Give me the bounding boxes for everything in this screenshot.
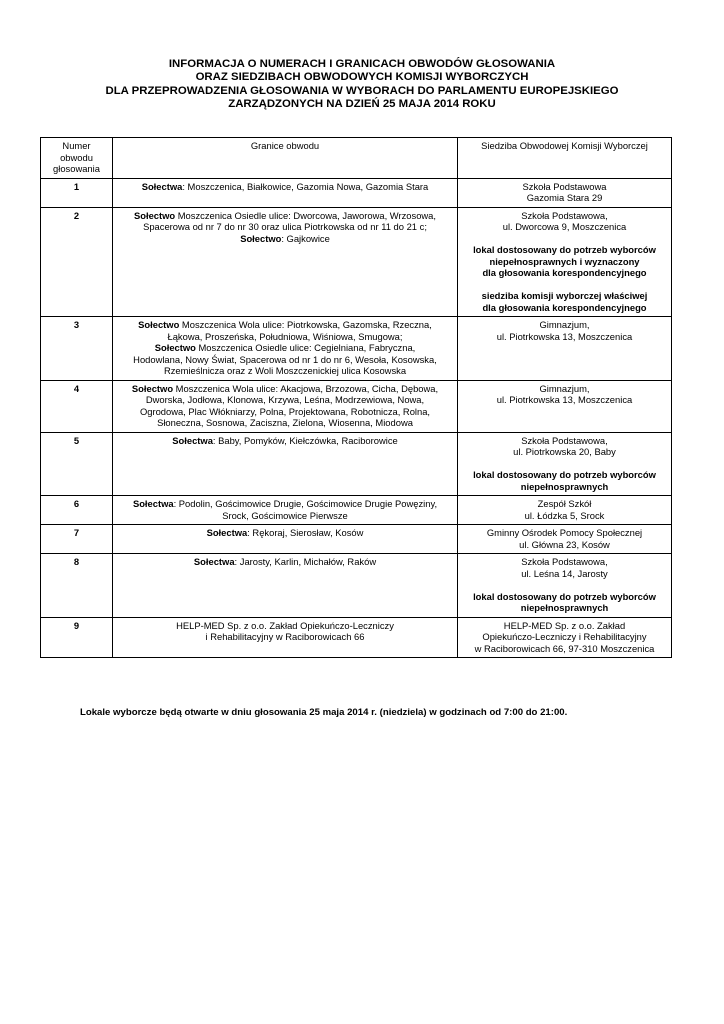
opening-hours-note: Lokale wyborcze będą otwarte w dniu głosowania 25 maja 2014 r. (niedziela) w godzinach od 7:00 do 21:00. bbox=[80, 707, 568, 718]
cell-line bbox=[461, 394, 668, 406]
cell-line bbox=[116, 319, 454, 331]
cell-text: : Moszczenica, Białkowice, Gazomia Nowa, Gazomia Stara bbox=[182, 180, 429, 192]
district-borders bbox=[113, 380, 458, 432]
district-number: 1 bbox=[41, 178, 113, 207]
cell-text: HELP-MED Sp. z o.o. Zakład bbox=[503, 619, 626, 631]
bold-text: siedziba komisji wyborczej właściwej bbox=[481, 290, 648, 301]
cell-line bbox=[116, 510, 454, 522]
bold-text: niepełnosprawnych bbox=[520, 480, 609, 492]
voting-districts-table bbox=[40, 137, 672, 658]
cell-text: Dworska, Jodłowa, Klonowa, Krzywa, Leśna, Modrzewiowa, Nowa, bbox=[145, 394, 425, 405]
cell-line bbox=[116, 406, 454, 418]
bold-text: Sołectwo bbox=[131, 382, 174, 394]
district-number: 8 bbox=[41, 554, 113, 618]
district-borders bbox=[113, 525, 458, 554]
table-header-row bbox=[41, 138, 672, 179]
table-row bbox=[41, 525, 672, 554]
bold-text: Sołectwa bbox=[141, 180, 183, 192]
district-number: 6 bbox=[41, 496, 113, 525]
district-borders bbox=[113, 178, 458, 207]
district-number: 4 bbox=[41, 380, 113, 432]
district-number: 2 bbox=[41, 207, 113, 317]
cell-line bbox=[461, 290, 668, 302]
cell-line bbox=[116, 365, 454, 377]
cell-line bbox=[461, 192, 668, 204]
cell-text: ul. Piotrkowska 20, Baby bbox=[513, 446, 616, 457]
cell-line bbox=[116, 354, 454, 366]
cell-text: Szkoła Podstawowa, bbox=[521, 209, 608, 221]
cell-line bbox=[116, 383, 454, 395]
cell-text: Opiekuńczo-Leczniczy i Rehabilitacyjny bbox=[482, 631, 647, 642]
commission-seat bbox=[458, 432, 672, 496]
cell-line bbox=[461, 383, 668, 395]
cell-text: i Rehabilitacyjny w Raciborowicach 66 bbox=[205, 631, 365, 642]
cell-line bbox=[461, 435, 668, 447]
commission-seat bbox=[458, 317, 672, 381]
cell-line bbox=[461, 267, 668, 279]
district-number: 3 bbox=[41, 317, 113, 381]
table-row bbox=[41, 178, 672, 207]
bold-text: Sołectwo bbox=[240, 232, 282, 244]
cell-text: Srock, Gościmowice Pierwsze bbox=[222, 509, 348, 521]
cell-text: w Raciborowicach 66, 97-310 Moszczenica bbox=[474, 642, 655, 654]
cell-text: : Jarosty, Karlin, Michałów, Raków bbox=[234, 556, 377, 567]
bold-text: Sołectwo bbox=[133, 209, 176, 221]
bold-text: lokal dostosowany do potrzeb wyborców bbox=[473, 590, 656, 602]
table-row bbox=[41, 554, 672, 618]
cell-text: Moszczenica Wola ulice: Piotrkowska, Gazomska, Rzeczna, bbox=[179, 319, 432, 330]
commission-seat bbox=[458, 525, 672, 554]
cell-text: ul. Piotrkowska 13, Moszczenica bbox=[496, 330, 633, 342]
blank-line bbox=[461, 579, 668, 591]
cell-line bbox=[116, 221, 454, 233]
cell-line bbox=[116, 435, 454, 447]
cell-line bbox=[461, 481, 668, 493]
title-line: ORAZ SIEDZIBACH OBWODOWYCH KOMISJI WYBORCZYCH bbox=[195, 71, 529, 84]
table-row bbox=[41, 496, 672, 525]
cell-line bbox=[116, 498, 454, 510]
cell-text: : Baby, Pomyków, Kiełczówka, Raciborowice bbox=[212, 434, 398, 446]
header-district-borders: Granice obwodu bbox=[113, 138, 458, 179]
cell-text: Gimnazjum, bbox=[539, 382, 590, 394]
header-line: Numer bbox=[62, 140, 91, 151]
bold-text: Sołectwo bbox=[138, 319, 180, 330]
bold-text: dla głosowania korespondencyjnego bbox=[482, 267, 647, 278]
cell-line bbox=[461, 302, 668, 314]
bold-text: lokal dostosowany do potrzeb wyborców bbox=[473, 244, 656, 255]
cell-line bbox=[461, 643, 668, 655]
commission-seat bbox=[458, 554, 672, 618]
cell-text: Szkoła Podstawowa bbox=[522, 180, 607, 192]
bold-text: Sołectwa bbox=[172, 434, 213, 446]
district-borders bbox=[113, 207, 458, 317]
cell-line bbox=[461, 602, 668, 614]
title-line: ZARZĄDZONYCH NA DZIEŃ 25 MAJA 2014 ROKU bbox=[228, 98, 496, 111]
header-district-number bbox=[41, 138, 113, 179]
bold-text: Sołectwo bbox=[154, 342, 196, 353]
cell-line bbox=[461, 631, 668, 643]
blank-line bbox=[461, 279, 668, 291]
header-line: obwodu bbox=[60, 151, 93, 163]
cell-text: Gimnazjum, bbox=[539, 319, 590, 330]
district-borders bbox=[113, 617, 458, 658]
cell-line bbox=[461, 221, 668, 233]
cell-text: Moszczenica Osiedle ulice: Dworcowa, Jaworowa, Wrzosowa, bbox=[175, 209, 436, 221]
cell-text: Rzemieślnicza oraz z Woli Moszczenickiej ulica Kosowska bbox=[163, 365, 407, 376]
cell-text: ul. Dworcowa 9, Moszczenica bbox=[502, 221, 627, 232]
cell-text: HELP-MED Sp. z o.o. Zakład Opiekuńczo-Leczniczy bbox=[176, 619, 394, 631]
cell-text: ul. Piotrkowska 13, Moszczenica bbox=[496, 394, 633, 405]
bold-text: Sołectwa bbox=[206, 527, 248, 538]
cell-text: : Gajkowice bbox=[281, 232, 330, 244]
document-title bbox=[40, 58, 684, 112]
commission-seat bbox=[458, 178, 672, 207]
cell-line bbox=[116, 556, 454, 568]
bold-text: Sołectwa bbox=[132, 498, 174, 509]
district-number: 7 bbox=[41, 525, 113, 554]
header-line: głosowania bbox=[53, 163, 100, 174]
cell-text: Moszczenica Osiedle ulice: Cegielniana, Fabryczna, bbox=[195, 342, 416, 353]
commission-seat bbox=[458, 496, 672, 525]
blank-line bbox=[461, 233, 668, 245]
cell-text: ul. Łódzka 5, Srock bbox=[524, 509, 605, 521]
title-line: DLA PRZEPROWADZENIA GŁOSOWANIA W WYBORACH DO PARLAMENTU EUROPEJSKIEGO bbox=[105, 84, 619, 97]
cell-text: ul. Główna 23, Kosów bbox=[519, 538, 610, 550]
cell-line bbox=[116, 620, 454, 632]
bold-text: dla głosowania korespondencyjnego bbox=[482, 301, 647, 313]
cell-text: Gminny Ośrodek Pomocy Społecznej bbox=[486, 527, 643, 538]
cell-line bbox=[116, 233, 454, 245]
cell-line bbox=[461, 498, 668, 510]
district-borders bbox=[113, 554, 458, 618]
title-line: INFORMACJA O NUMERACH I GRANICACH OBWODÓW GŁOSOWANIA bbox=[168, 58, 556, 70]
bold-text: niepełnosprawnych i wyznaczony bbox=[489, 255, 640, 267]
cell-line bbox=[116, 417, 454, 429]
cell-text: Szkoła Podstawowa, bbox=[521, 556, 608, 567]
commission-seat bbox=[458, 207, 672, 317]
cell-text: Zespół Szkół bbox=[537, 498, 592, 509]
cell-text: Moszczenica Wola ulice: Akacjowa, Brzozowa, Cicha, Dębowa, bbox=[173, 382, 439, 394]
table-row bbox=[41, 432, 672, 496]
cell-text: Łąkowa, Proszeńska, Południowa, Wiśniowa, Smugowa; bbox=[167, 330, 403, 342]
cell-line bbox=[461, 568, 668, 580]
cell-line bbox=[461, 331, 668, 343]
cell-line bbox=[116, 331, 454, 343]
district-number: 9 bbox=[41, 617, 113, 658]
cell-line bbox=[461, 527, 668, 539]
cell-line bbox=[461, 319, 668, 331]
district-borders bbox=[113, 432, 458, 496]
cell-text: : Rękoraj, Sierosław, Kosów bbox=[247, 527, 364, 538]
cell-line bbox=[116, 394, 454, 406]
commission-seat bbox=[458, 617, 672, 658]
bold-text: niepełnosprawnych bbox=[520, 602, 609, 613]
cell-text: Słoneczna, Sosnowa, Zaciszna, Zielona, Wiosenna, Miodowa bbox=[157, 417, 413, 428]
header-commission-seat: Siedziba Obwodowej Komisji Wyborczej bbox=[458, 138, 672, 179]
cell-text: ul. Leśna 14, Jarosty bbox=[521, 567, 608, 579]
cell-text: Spacerowa od nr 7 do nr 30 oraz ulica Piotrkowska od nr 11 do 21 c; bbox=[143, 221, 427, 232]
table-row bbox=[41, 617, 672, 658]
cell-line bbox=[461, 244, 668, 256]
bold-text: lokal dostosowany do potrzeb wyborców bbox=[473, 469, 656, 480]
district-borders bbox=[113, 317, 458, 381]
cell-line bbox=[461, 620, 668, 632]
table-row bbox=[41, 380, 672, 432]
bold-text: Sołectwa bbox=[193, 556, 235, 567]
commission-seat bbox=[458, 380, 672, 432]
cell-line bbox=[116, 210, 454, 222]
district-borders bbox=[113, 496, 458, 525]
cell-line bbox=[116, 181, 454, 193]
cell-text: Szkoła Podstawowa, bbox=[521, 434, 608, 446]
cell-line bbox=[116, 527, 454, 539]
table-body bbox=[41, 178, 672, 658]
cell-text: : Podolin, Gościmowice Drugie, Gościmowice Drugie Powęziny, bbox=[173, 498, 438, 509]
cell-text: Hodowlana, Nowy Świat, Spacerowa od nr 1 do nr 6, Wesoła, Kosowska, bbox=[133, 353, 437, 365]
cell-line bbox=[461, 446, 668, 458]
cell-line bbox=[461, 591, 668, 603]
cell-line bbox=[461, 510, 668, 522]
cell-text: Ogrodowa, Plac Włókniarzy, Polna, Projektowana, Robotnicza, Rolna, bbox=[139, 405, 431, 417]
blank-line bbox=[461, 458, 668, 470]
cell-line bbox=[116, 631, 454, 643]
cell-line bbox=[116, 342, 454, 354]
cell-text: Gazomia Stara 29 bbox=[526, 192, 603, 203]
cell-line bbox=[461, 210, 668, 222]
district-number: 5 bbox=[41, 432, 113, 496]
cell-line bbox=[461, 556, 668, 568]
cell-line bbox=[461, 469, 668, 481]
table-row bbox=[41, 317, 672, 381]
table-row bbox=[41, 207, 672, 317]
cell-line bbox=[461, 539, 668, 551]
cell-line bbox=[461, 181, 668, 193]
cell-line bbox=[461, 256, 668, 268]
